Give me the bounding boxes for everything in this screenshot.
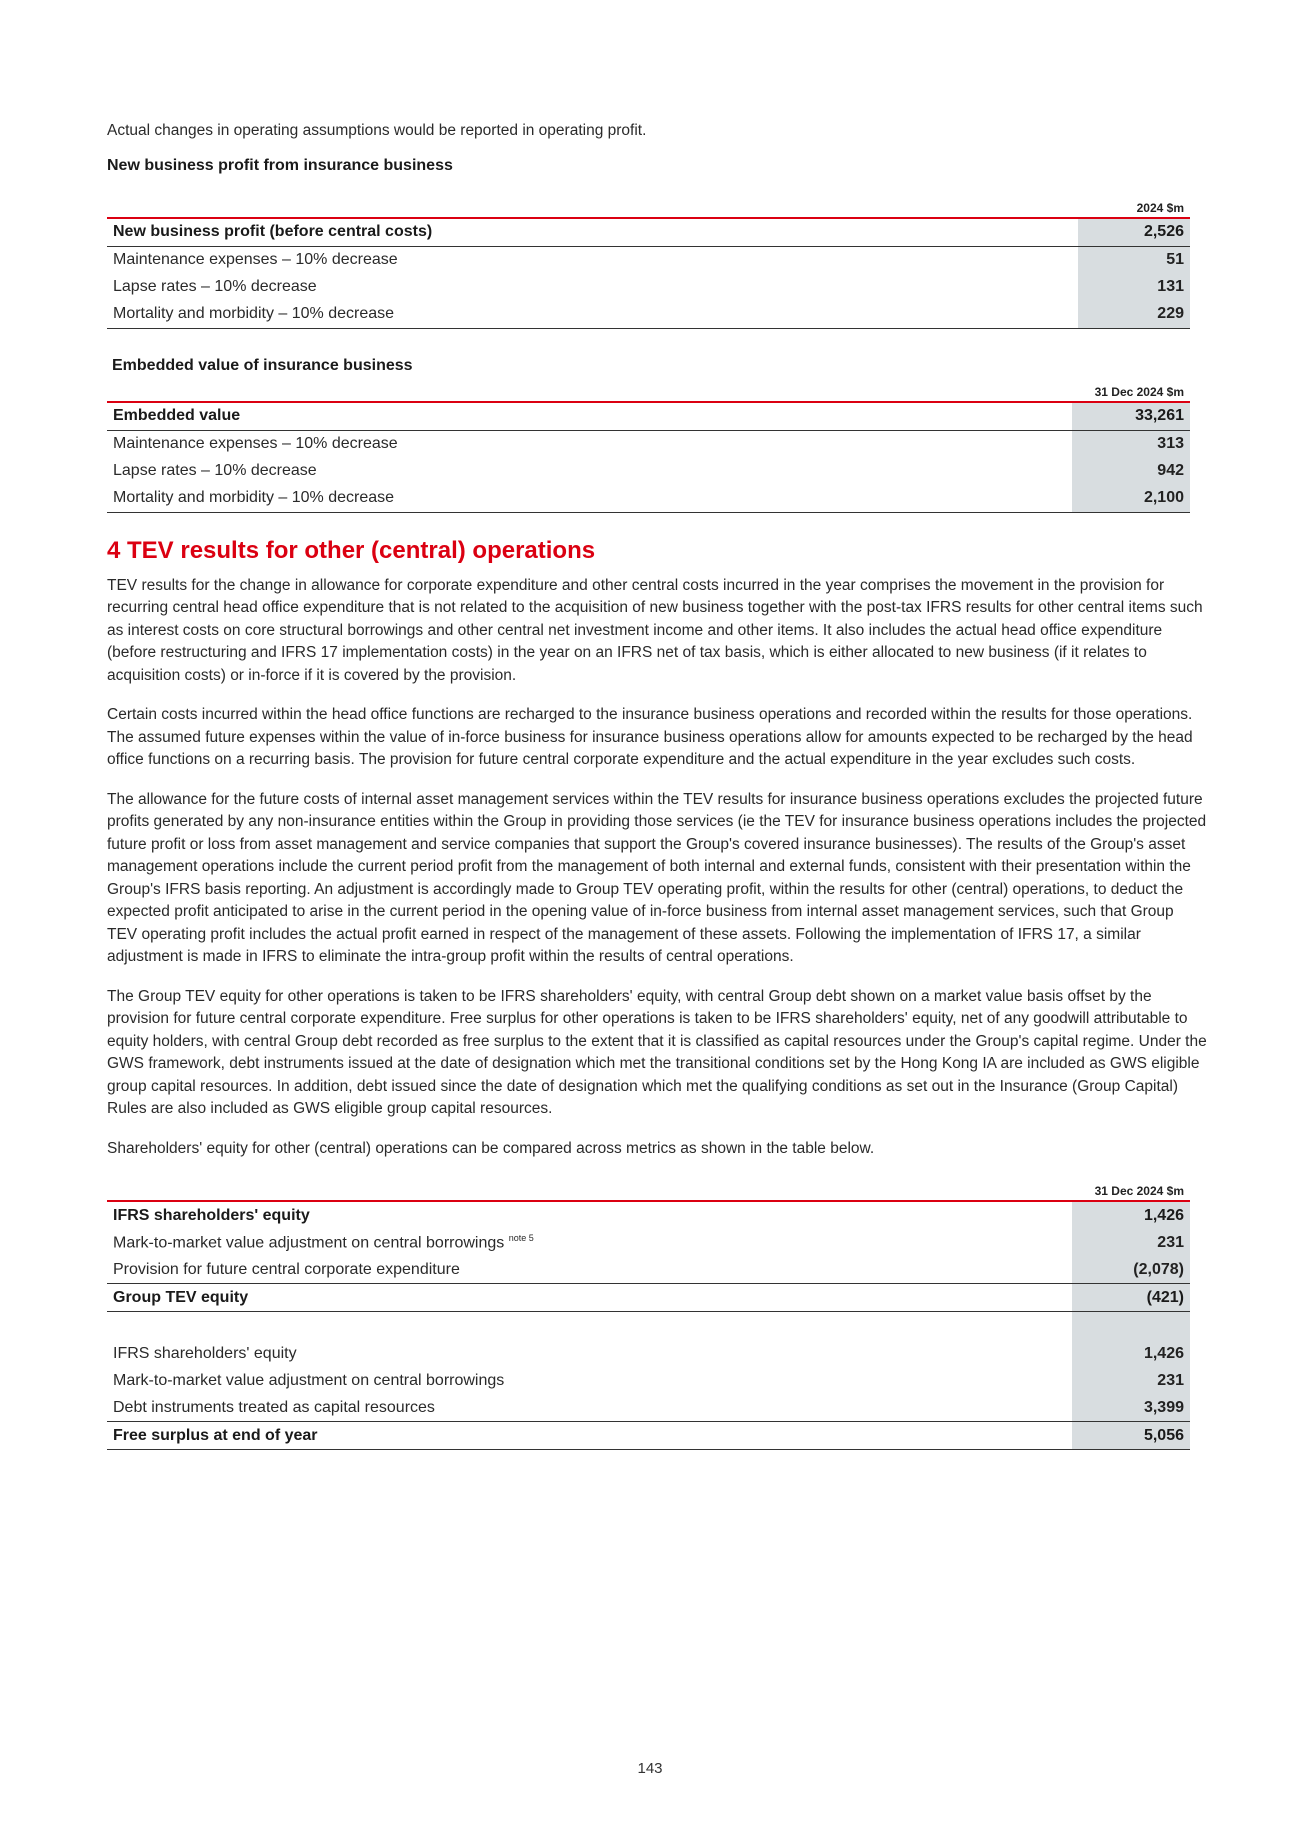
- nbp-heading: New business profit from insurance business: [107, 156, 453, 174]
- paragraph: TEV results for the change in allowance for corporate expenditure and other central costs incurred in the year comprises the movement in the provision for recurring central head office expenditure that is not related to the acquisition of new business together with the post-tax IFRS results for other central items such as interest costs on core structural borrowings and other central net investment income and other items. It also includes the actual head office expenditure (before restructuring and IFRS 17 implementation costs) in the year on an IFRS net of tax basis, which is either allocated to new business (if it relates to acquisition costs) or in-force if it is covered by the provision.: [107, 576, 1203, 684]
- paragraph: Certain costs incurred within the head office functions are recharged to the insurance business operations and recorded within the results for those operations. The assumed future expenses within the value of in-force business for insurance business operations allow for amounts expected to be recharged by the head office functions on a recurring basis. The provision for future central corporate expenditure and the actual expenditure in the year excludes such costs.: [107, 706, 1193, 768]
- row-label: IFRS shareholders' equity: [107, 1201, 1072, 1229]
- row-label: IFRS shareholders' equity: [113, 1344, 297, 1362]
- table-row-total: [107, 1284, 1190, 1312]
- equity-table: [107, 1178, 1190, 1450]
- row-label: Lapse rates – 10% decrease: [113, 278, 317, 295]
- column-header: 31 Dec 2024 $m: [1094, 1184, 1184, 1198]
- section-title: 4 TEV results for other (central) operations: [107, 536, 596, 564]
- table-row-total: [107, 1422, 1190, 1450]
- row-label: Mortality and morbidity – 10% decrease: [107, 485, 1072, 513]
- table-row: [107, 274, 1190, 301]
- row-label: Mark-to-market value adjustment on central borrowings: [113, 1234, 505, 1252]
- row-value: 313: [1072, 430, 1190, 458]
- ev-heading: Embedded value of insurance business: [112, 356, 413, 374]
- column-header: 31 Dec 2024 $m: [1094, 384, 1184, 399]
- table-spacer: [107, 1312, 1190, 1341]
- row-label: New business profit (before central costs): [107, 218, 1078, 247]
- row-value: 33,261: [1072, 402, 1190, 431]
- paragraph: Shareholders' equity for other (central) operations can be compared across metrics as shown in the table below.: [107, 1139, 875, 1157]
- row-value: 231: [1072, 1229, 1190, 1256]
- row-value: 1,426: [1072, 1340, 1190, 1367]
- row-label: Mortality and morbidity – 10% decrease: [107, 301, 1078, 329]
- table-header-row: [107, 195, 1190, 218]
- row-value: 2,526: [1078, 218, 1190, 247]
- footnote-ref: note 5: [508, 1232, 534, 1243]
- row-value: 5,056: [1072, 1422, 1190, 1450]
- row-label: Embedded value: [107, 402, 1072, 431]
- row-value: 229: [1078, 301, 1190, 329]
- row-value: 3,399: [1072, 1394, 1190, 1422]
- row-value: 942: [1072, 458, 1190, 485]
- row-label: Maintenance expenses – 10% decrease: [113, 251, 398, 268]
- nbp-table: [107, 195, 1190, 329]
- table-row: [107, 485, 1190, 513]
- row-value: 2,100: [1072, 485, 1190, 513]
- table-row: [107, 1201, 1190, 1229]
- paragraph: The allowance for the future costs of internal asset management services within the TEV results for insurance business operations excludes the projected future profits generated by any non-insurance entities within the Group in providing those services (ie the TEV for insurance business operations includes the projected future profit or loss from asset management and service companies that support the Group's covered insurance businesses). The results of the Group's asset management operations include the current period profit from the management of both internal and external funds, consistent with their presentation within the Group's IFRS basis reporting. An adjustment is accordingly made to Group TEV operating profit, within the results for other (central) operations, to deduct the expected profit anticipated to arise in the current period in the opening value of in-force business from internal asset management services, such that Group TEV operating profit includes the actual profit earned in respect of the management of these assets. Following the implementation of IFRS 17, a similar adjustment is made in IFRS to eliminate the intra-group profit within the results of central operations.: [107, 790, 1207, 965]
- table-row: [107, 301, 1190, 329]
- row-label: Maintenance expenses – 10% decrease: [113, 435, 398, 452]
- row-label: Lapse rates – 10% decrease: [113, 462, 317, 479]
- table-row: [107, 246, 1190, 274]
- table-header-row: [107, 1178, 1190, 1201]
- intro-text: Actual changes in operating assumptions would be reported in operating profit.: [107, 122, 647, 139]
- ev-table: [107, 379, 1190, 513]
- row-label: Free surplus at end of year: [107, 1422, 1072, 1450]
- column-header: 2024 $m: [1136, 200, 1184, 215]
- row-value: 1,426: [1072, 1201, 1190, 1229]
- table-row: [107, 1229, 1190, 1256]
- table-row: [107, 402, 1190, 431]
- table-row: [107, 1256, 1190, 1284]
- row-value: (421): [1072, 1284, 1190, 1312]
- row-value: 51: [1078, 246, 1190, 274]
- page-number: 143: [637, 1760, 663, 1777]
- table-row: [107, 1367, 1190, 1394]
- row-label: Group TEV equity: [107, 1284, 1072, 1312]
- table-header-row: [107, 379, 1190, 402]
- row-label: Mark-to-market value adjustment on central borrowings: [113, 1371, 505, 1389]
- table-row: [107, 218, 1190, 247]
- table-row: [107, 1394, 1190, 1422]
- paragraph: The Group TEV equity for other operations is taken to be IFRS shareholders' equity, with central Group debt shown on a market value basis offset by the provision for future central corporate expenditure. Free surplus for other operations is taken to be IFRS shareholders' equity, net of any goodwill attributable to equity holders, with central Group debt recorded as free surplus to the extent that it is classified as capital resources under the Group's capital regime. Under the GWS framework, debt instruments issued at the date of designation which met the transitional conditions set by the Hong Kong IA are included as GWS eligible group capital resources. In addition, debt issued since the date of designation which met the qualifying conditions as set out in the Insurance (Group Capital) Rules are also included as GWS eligible group capital resources.: [107, 987, 1207, 1117]
- row-value: (2,078): [1072, 1256, 1190, 1284]
- table-row: [107, 430, 1190, 458]
- page-content: [107, 120, 1207, 1450]
- row-value: 231: [1072, 1367, 1190, 1394]
- table-row: [107, 1340, 1190, 1367]
- row-label: Debt instruments treated as capital resources: [107, 1394, 1072, 1422]
- row-label: Provision for future central corporate expenditure: [107, 1256, 1072, 1284]
- row-value: 131: [1078, 274, 1190, 301]
- table-row: [107, 458, 1190, 485]
